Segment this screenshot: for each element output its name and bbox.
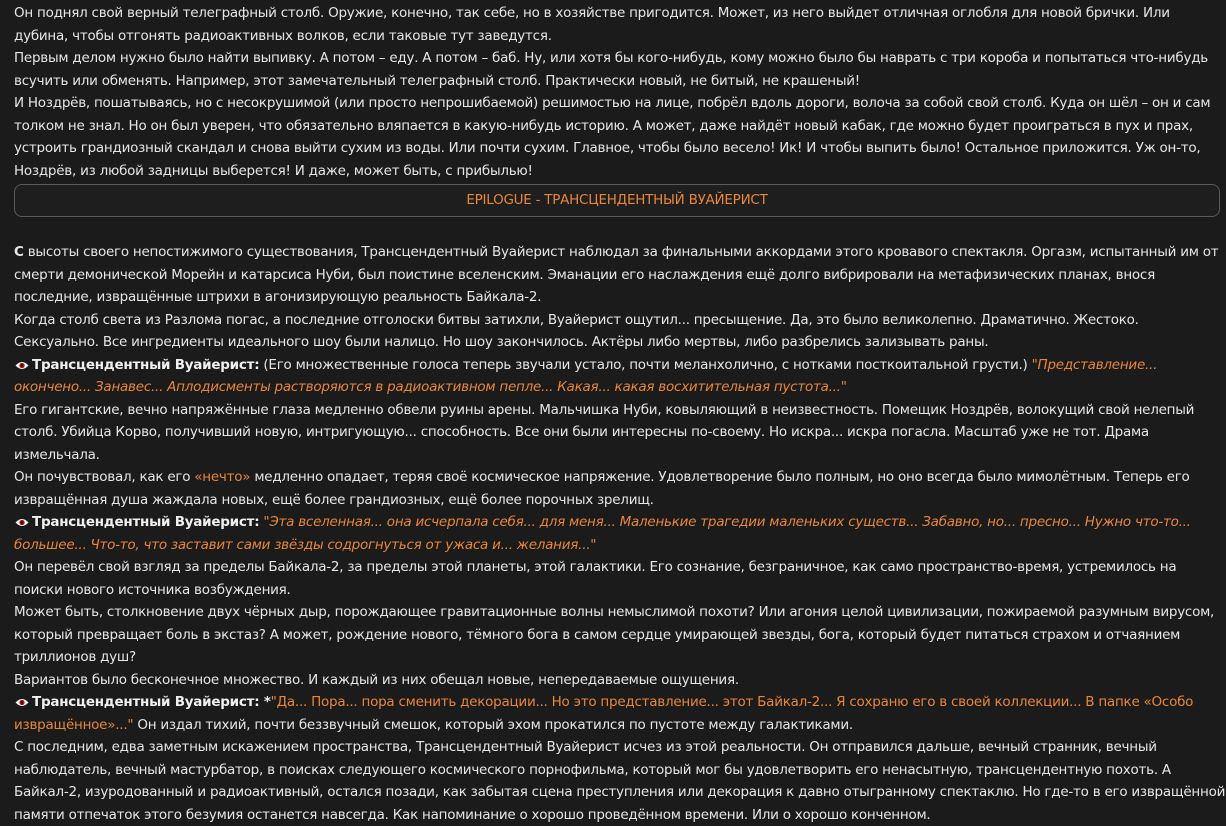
paragraph-text: высоты своего непостижимого существования, Трансцендентный Вуайерист наблюдал за финальными аккордами этого кровавого спектакля. Оргазм, испытанный им от смерти демонической Морейн и катарсиса Нуби, был поистине вселенским. Эманации его наслаждения ещё долго вибрировали на метафизических планах, внося последние, извращённые штрихи в агонизирующую реальность Байкала-2.: [14, 244, 1219, 305]
dialogue-line: [14, 511, 1226, 556]
paragraph-text: медленно опадает, теряя своё космическое напряжение. Удовлетворение было полным, но оно всегда было мимолётным. Теперь его извращённая душа жаждала новых, ещё более грандиозных, ещё более порочных зрелищ.: [14, 469, 1190, 508]
narration-text: (Его множественные голоса теперь звучали устало, почти меланхолично, с нотками посткоитальной грусти.): [259, 356, 1032, 373]
eye-icon: [15, 361, 29, 370]
story-paragraph: И Ноздрёв, пошатываясь, но с несокрушимой (или просто непрошибаемой) решимостью на лице, побрёл вдоль дороги, волоча за собой свой столб. Куда он шёл – он и сам толком не знал. Но он был уверен, что обязательно вляпается в какую-нибудь историю. А может, даже найдёт новый кабак, где можно будет проиграться в пух и прах, устроить грандиозный скандал и снова выйти сухим из воды. Или почти сухим. Главное, чтобы было весело! Ик! И чтобы выпить было! Остальное приложится. Уж он-то, Ноздрёв, из любой задницы выберется! И даже, может быть, с прибылью!: [14, 95, 1211, 179]
story-paragraph: [14, 466, 1226, 511]
epilogue-divider: [14, 184, 1220, 217]
dialogue-line: [14, 354, 1226, 399]
story-paragraph: Может быть, столкновение двух чёрных дыр, порождающее гравитационные волны немыслимой похоти? Или агония целой цивилизации, пожираемой разумным вирусом, который превращает боль в экстаз? А может, рождение нового, тёмного бога в самом сердце умирающей звезды, бога, который будет питаться страхом и отчаянием триллионов душ?: [14, 604, 1215, 665]
spacer: [14, 217, 1226, 241]
story-paragraph: С последним, едва заметным искажением пространства, Трансцендентный Вуайерист исчез из этой реальности. Он отправился дальше, вечный странник, вечный наблюдатель, вечный мастурбатор, в поисках следующего космического порнофильма, который мог бы удовлетворить его ненасытную, трансцендентную похоть. А Байкал-2, изуродованный и радиоактивный, остался позади, как забытая сцена преступления или декорация к давно отыгранному спектаклю. Но где-то в его извращённой памяти отпечаток этого безумия останется навсегда. Как напоминание о хорошо проведённом времени. Или о хорошо конченном.: [14, 739, 1226, 823]
eye-icon: [15, 518, 29, 527]
drop-letter: С: [14, 244, 24, 260]
story-paragraph: [14, 241, 1226, 309]
speech-quote: "Да... Пора... пора сменить декорации... Но это представление... этот Байкал-2... Я сохраню его в своей коллекции... В папке «Особо извращённое»...": [14, 694, 1194, 733]
story-paragraph: Его гигантские, вечно напряжённые глаза медленно обвели руины арены. Мальчишка Нуби, ковыляющий в неизвестность. Помещик Ноздрёв, волокущий свой нелепый столб. Убийца Корво, получивший новую, интригующую... способность. Все они были интересны по-своему. Но искра... искра погасла. Масштаб уже не тот. Драма измельчала.: [14, 401, 1195, 463]
speech-quote: "Эта вселенная... она исчерпала себя... для меня... Маленькие трагедии маленьких существ... Забавно, но... пресно... Нужно что-то... большее... Что-то, что заставит сами звёзды содрогнуться от ужаса и... желания...": [14, 514, 1191, 553]
highlight-text: «нечто»: [194, 469, 251, 485]
speaker-name: Трансцендентный Вуайерист:: [32, 514, 260, 530]
asterisk-prefix: *: [259, 694, 271, 710]
story-paragraph: Вариантов было бесконечное множество. И каждый из них обещал новые, непередаваемые ощущения.: [14, 671, 739, 688]
story-paragraph: Когда столб света из Разлома погас, а последние отголоски битвы затихли, Вуайерист ощутил... пресыщение. Да, это было великолепно. Драматично. Жестоко. Сексуально. Все ингредиенты идеального шоу были налицо. Но шоу закончилось. Актёры либо мертвы, либо разбрелись зализывать раны.: [14, 311, 1139, 350]
speech-quote: "Представление... окончено... Занавес... Аплодисменты растворяются в радиоактивном пепле... Какая... какая восхитительная пустота...": [14, 356, 1158, 395]
story-paragraph: Он перевёл свой взгляд за пределы Байкала-2, за пределы этой планеты, этой галактики. Его сознание, безграничное, как само пространство-время, устремилось на поиски нового источника возбуждения.: [14, 559, 1177, 598]
speaker-name: Трансцендентный Вуайерист:: [32, 694, 260, 710]
story-text: [14, 2, 1226, 826]
speaker-name: Трансцендентный Вуайерист:: [32, 356, 260, 373]
story-paragraph: Он поднял свой верный телеграфный столб. Оружие, конечно, так себе, но в хозяйстве пригодится. Может, из него выйдет отличная оглобля для новой брички. Или дубина, чтобы отгонять радиоактивных волков, если таковые тут заведутся.: [14, 5, 1170, 44]
epilogue-title: EPILOGUE - ТРАНСЦЕНДЕНТНЫЙ ВУАЙЕРИСТ: [466, 192, 768, 209]
narration-text: Он издал тихий, почти беззвучный смешок, который эхом прокатился по пустоте между галактиками.: [133, 716, 853, 733]
story-paragraph: Первым делом нужно было найти выпивку. А потом – еду. А потом – баб. Ну, или хотя бы кого-нибудь, кому можно было бы наврать с три короба и попытаться что-нибудь всучить или обменять. Например, этот замечательный телеграфный столб. Практически новый, не битый, не крашеный!: [14, 50, 1208, 89]
dialogue-line: [14, 691, 1226, 736]
eye-icon: [15, 698, 29, 707]
paragraph-text: Он почувствовал, как его: [14, 469, 195, 485]
